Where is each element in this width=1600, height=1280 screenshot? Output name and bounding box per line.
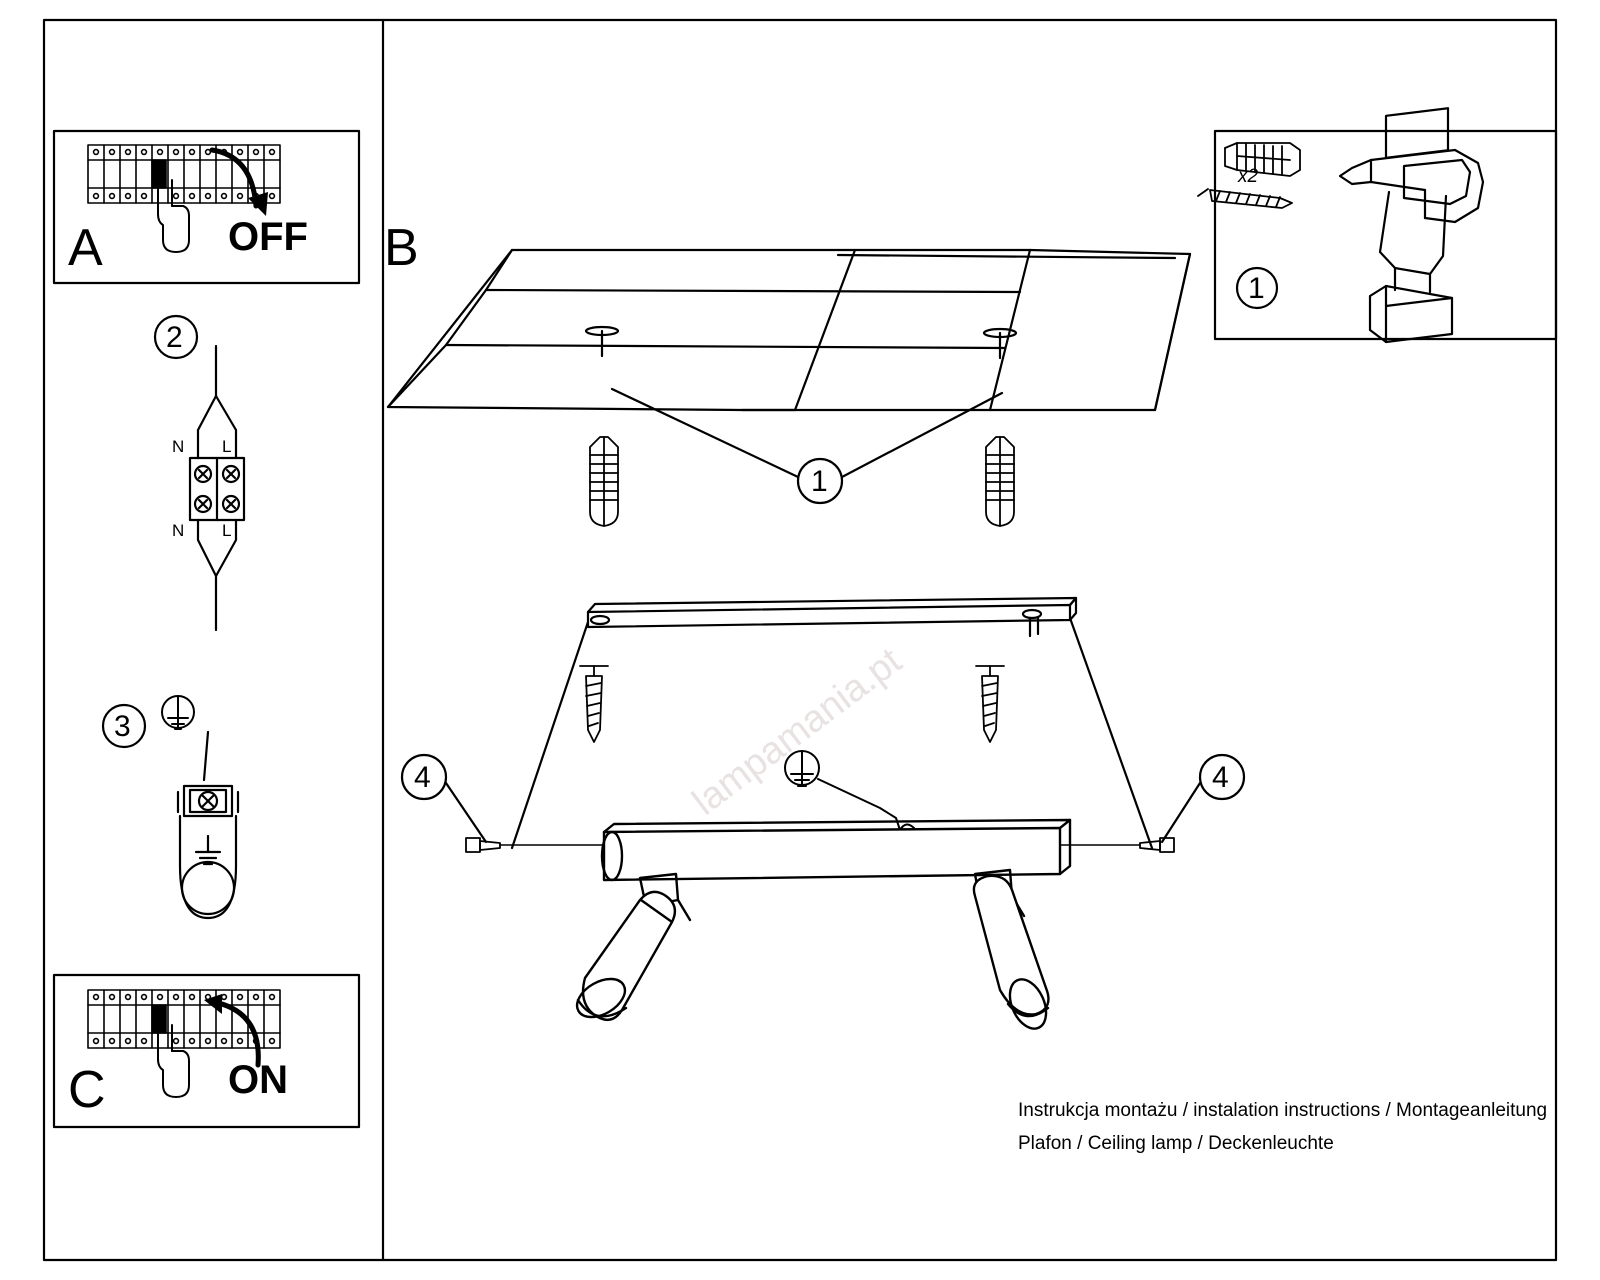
step-2-label-n-bottom: N bbox=[172, 521, 185, 540]
step-2-label-l-top: L bbox=[222, 437, 232, 456]
panel-c-letter: C bbox=[68, 1061, 106, 1119]
panel-a-letter: A bbox=[68, 219, 103, 277]
step-2-number: 2 bbox=[166, 321, 183, 354]
wall-plug-icon-left bbox=[590, 437, 618, 526]
callout-4-right-number: 4 bbox=[1212, 761, 1229, 794]
step-2-label-n-top: N bbox=[172, 437, 185, 456]
step-2-label-l-bottom: L bbox=[222, 521, 232, 540]
panel-b-letter: B bbox=[384, 219, 419, 277]
screw-icon-left bbox=[580, 666, 608, 742]
callout-4-leader-left bbox=[446, 783, 486, 842]
tools-quantity-label: x2 bbox=[1238, 166, 1259, 187]
terminal-block-c bbox=[88, 990, 280, 1048]
ceiling-lamp-two-spots-icon bbox=[570, 820, 1070, 1034]
screw-icon-tools bbox=[1198, 189, 1292, 208]
wall-plug-icon-tools bbox=[1225, 143, 1300, 176]
panel-a-action-label: OFF bbox=[228, 215, 308, 259]
mounting-bar-icon bbox=[588, 598, 1076, 636]
caption-line-1: Instrukcja montażu / instalation instructions / Montageanleitung bbox=[1018, 1100, 1548, 1121]
step-3-number: 3 bbox=[114, 710, 131, 743]
screw-icon-right bbox=[976, 666, 1004, 742]
ground-terminal-icon bbox=[178, 732, 238, 918]
power-drill-icon bbox=[1340, 108, 1483, 342]
grub-screw-icon-left bbox=[466, 838, 500, 852]
callout-1-number: 1 bbox=[811, 465, 828, 498]
wire-connector-icon bbox=[190, 346, 244, 630]
ceiling-panel-icon bbox=[388, 250, 1190, 410]
callout-4-leader-right bbox=[1162, 783, 1200, 842]
callout-4-left-number: 4 bbox=[414, 761, 431, 794]
watermark: lampamania.pt bbox=[685, 639, 910, 824]
caption-line-2: Plafon / Ceiling lamp / Deckenleuchte bbox=[1018, 1133, 1334, 1154]
assembly-leader-right bbox=[1070, 618, 1152, 848]
terminal-block-a bbox=[88, 145, 280, 203]
earth-ground-icon-step3 bbox=[162, 696, 194, 729]
wall-plug-icon-right bbox=[986, 437, 1014, 526]
assembly-leader-left bbox=[512, 622, 588, 848]
panel-c-action-label: ON bbox=[228, 1058, 288, 1102]
grub-screw-icon-right bbox=[1140, 838, 1174, 852]
tools-step-number: 1 bbox=[1248, 272, 1265, 305]
